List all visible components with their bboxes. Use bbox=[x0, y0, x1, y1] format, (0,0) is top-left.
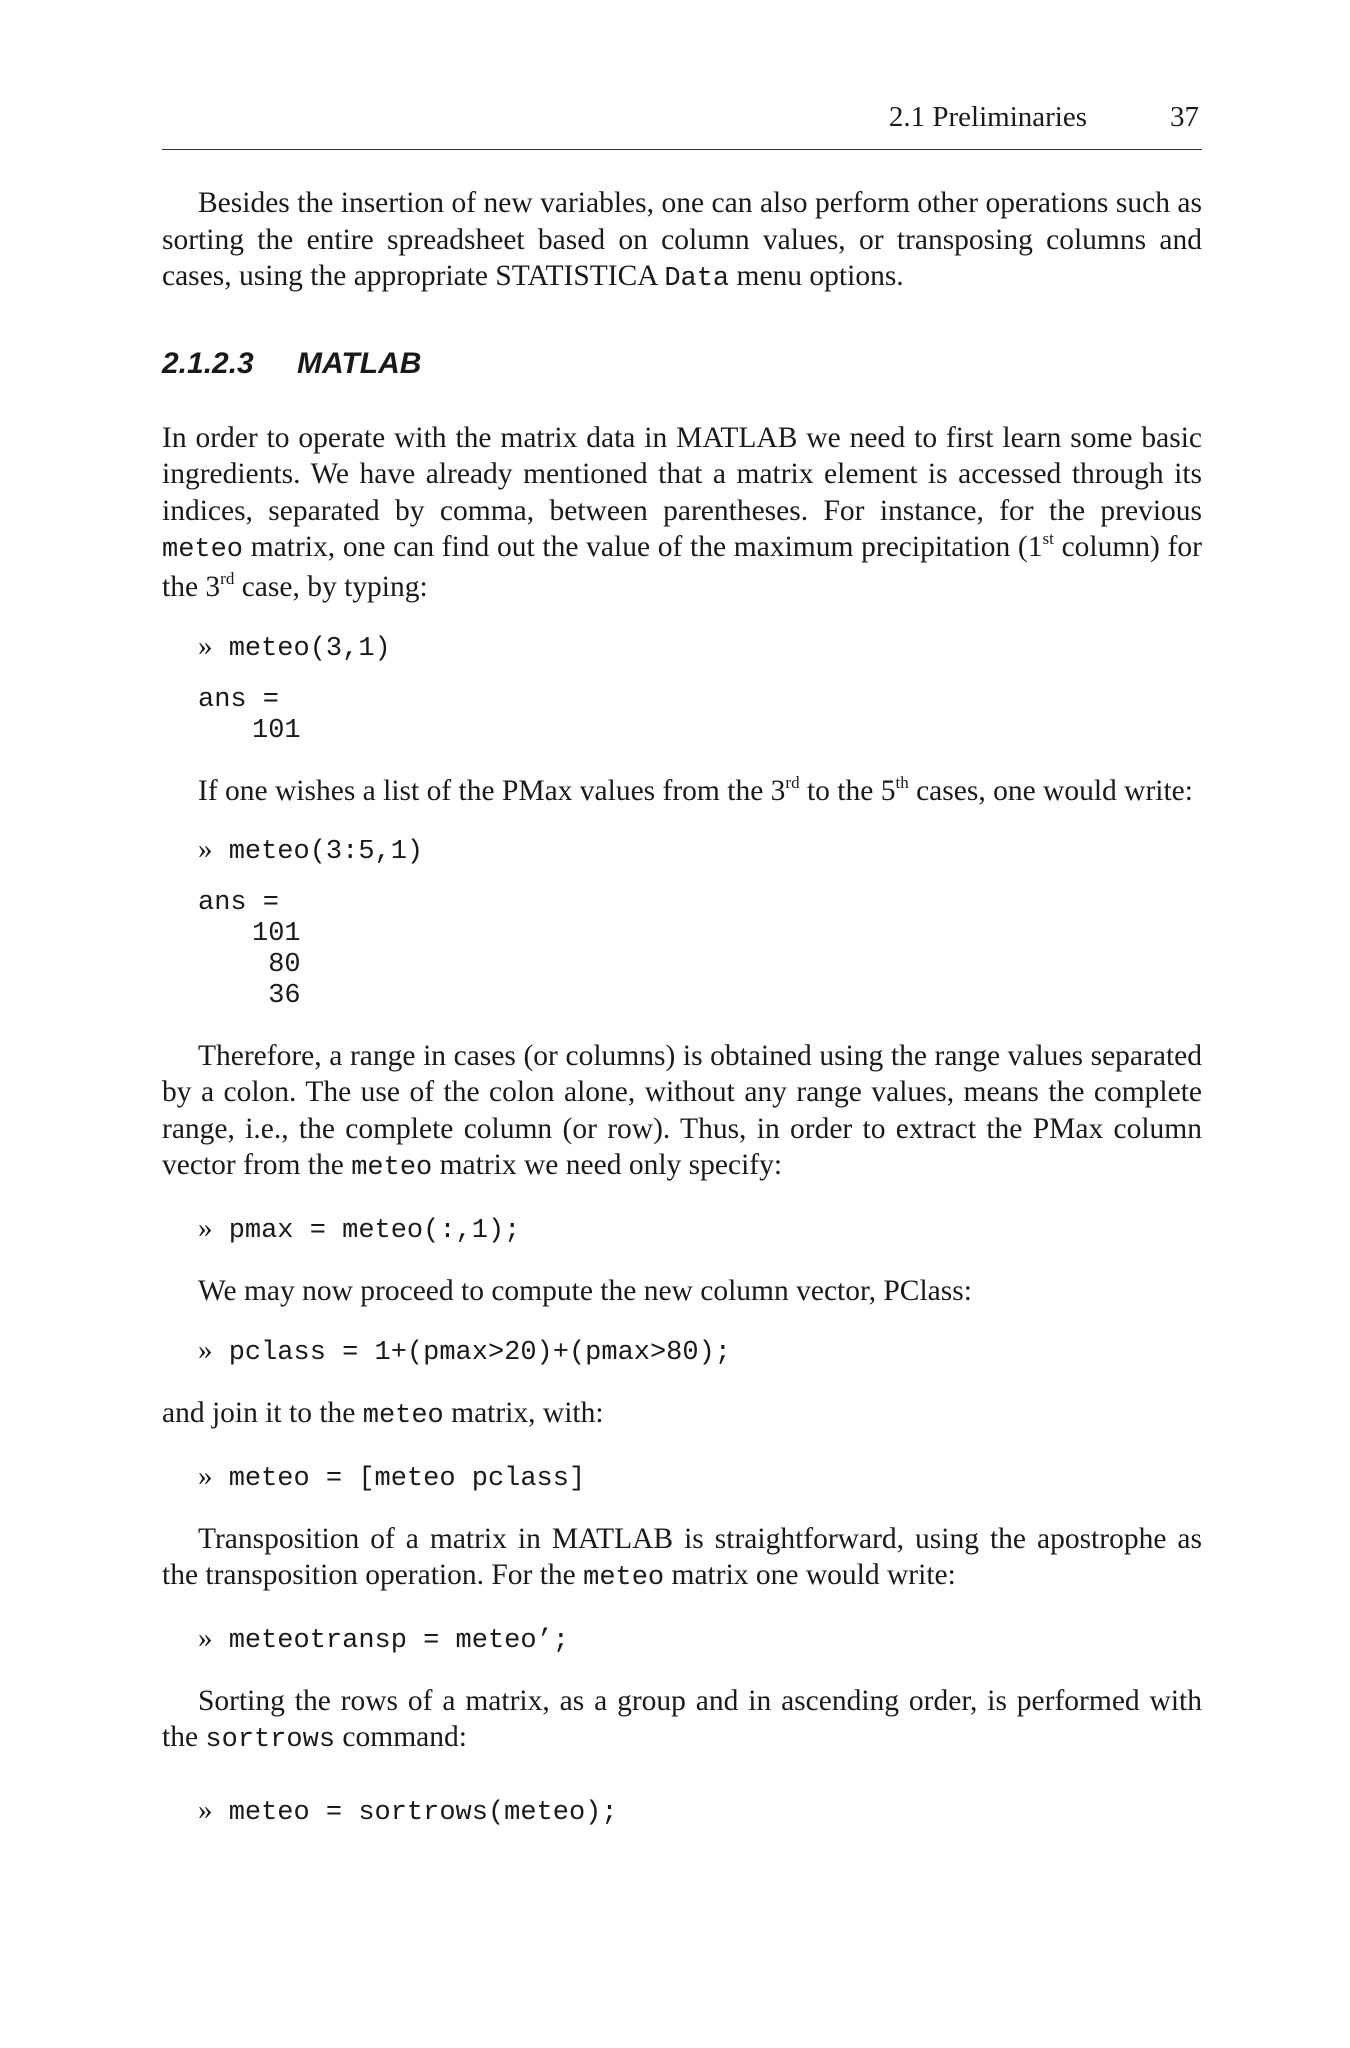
prompt-symbol: » bbox=[198, 832, 213, 865]
paragraph-join: and join it to the meteo matrix, with: bbox=[162, 1397, 604, 1431]
book-page bbox=[162, 0, 1202, 2048]
ans-label: ans = bbox=[198, 887, 280, 918]
ans-label: ans = bbox=[198, 685, 280, 715]
code-command: meteo = [meteo pclass] bbox=[228, 1463, 586, 1494]
inline-code-data: Data bbox=[664, 264, 730, 294]
paragraph-matrix-indexing: In order to operate with the matrix data in MATLAB we need to first learn some basic ingredients. We have already mentioned that a matrix element is accessed through its indices, separated by comma, between parentheses. For instance, for the previous meteo matrix, one can find out the value of the maximum precipitation (1st column) for the 3rd case, by typing: bbox=[162, 421, 1202, 603]
code-block-meteo-range bbox=[162, 834, 1202, 868]
code-command: pclass = 1+(pmax>20)+(pmax>80); bbox=[228, 1338, 731, 1368]
ans-value: 36 bbox=[252, 980, 301, 1011]
ans-value: 101 bbox=[252, 716, 301, 746]
inline-code-meteo: meteo bbox=[583, 1563, 665, 1593]
prompt-symbol: » bbox=[198, 1621, 213, 1654]
code-block-join bbox=[162, 1461, 1202, 1495]
code-block-pclass bbox=[162, 1335, 1202, 1369]
prompt-symbol: » bbox=[198, 1334, 213, 1366]
paragraph-statistica-operations: Besides the insertion of new variables, one can also perform other operations such as sorting the entire spreadsheet based on column values, or transposing columns and cases, using the appropriate STATISTICA Data menu options. bbox=[162, 187, 1202, 294]
running-head bbox=[162, 97, 1202, 137]
header-rule bbox=[162, 149, 1202, 150]
prompt-symbol: » bbox=[198, 1211, 213, 1244]
running-head-section-title: 2.1 Preliminaries bbox=[888, 101, 1087, 133]
inline-code-meteo: meteo bbox=[162, 535, 244, 565]
code-output-meteo-element bbox=[162, 685, 1202, 747]
code-command: meteotransp = meteo’; bbox=[228, 1625, 569, 1656]
inline-code-sortrows: sortrows bbox=[205, 1725, 336, 1755]
paragraph-pmax-list: If one wishes a list of the PMax values from the 3rd to the 5th cases, one would write: bbox=[198, 773, 1193, 807]
paragraph-sorting: Sorting the rows of a matrix, as a group and in ascending order, is performed with the sortrows command: bbox=[162, 1684, 1202, 1755]
inline-code-meteo: meteo bbox=[351, 1153, 433, 1183]
section-heading bbox=[162, 346, 1202, 382]
prompt-symbol: » bbox=[198, 1459, 213, 1492]
section-title: MATLAB bbox=[297, 346, 422, 380]
ans-value: 80 bbox=[252, 949, 301, 980]
page-body bbox=[162, 185, 1202, 1829]
code-output-meteo-range bbox=[162, 888, 1202, 1012]
code-block-sortrows bbox=[162, 1795, 1202, 1829]
paragraph-range-colon: Therefore, a range in cases (or columns) is obtained using the range values separated by a colon. The use of the colon alone, without any range values, means the complete range, i.e., the complete column (or row). Thus, in order to extract the PMax column vector from the meteo matrix we need only specify: bbox=[162, 1039, 1202, 1183]
ans-value: 101 bbox=[252, 918, 301, 949]
prompt-symbol: » bbox=[198, 1793, 213, 1826]
paragraph-transposition: Transposition of a matrix in MATLAB is straightforward, using the apostrophe as the transposition operation. For the meteo matrix one would write: bbox=[162, 1522, 1202, 1593]
inline-code-meteo: meteo bbox=[362, 1401, 444, 1431]
prompt-symbol: » bbox=[198, 630, 213, 662]
code-command: pmax = meteo(:,1); bbox=[228, 1215, 521, 1246]
code-block-transpose bbox=[162, 1623, 1202, 1657]
section-number: 2.1.2.3 bbox=[162, 346, 254, 380]
code-block-meteo-element bbox=[162, 631, 1202, 665]
page-number: 37 bbox=[1170, 101, 1199, 133]
paragraph-pclass: We may now proceed to compute the new column vector, PClass: bbox=[198, 1274, 972, 1307]
code-command: meteo = sortrows(meteo); bbox=[228, 1797, 618, 1828]
code-command: meteo(3:5,1) bbox=[228, 836, 424, 867]
code-block-pmax bbox=[162, 1213, 1202, 1247]
code-command: meteo(3,1) bbox=[228, 634, 391, 664]
